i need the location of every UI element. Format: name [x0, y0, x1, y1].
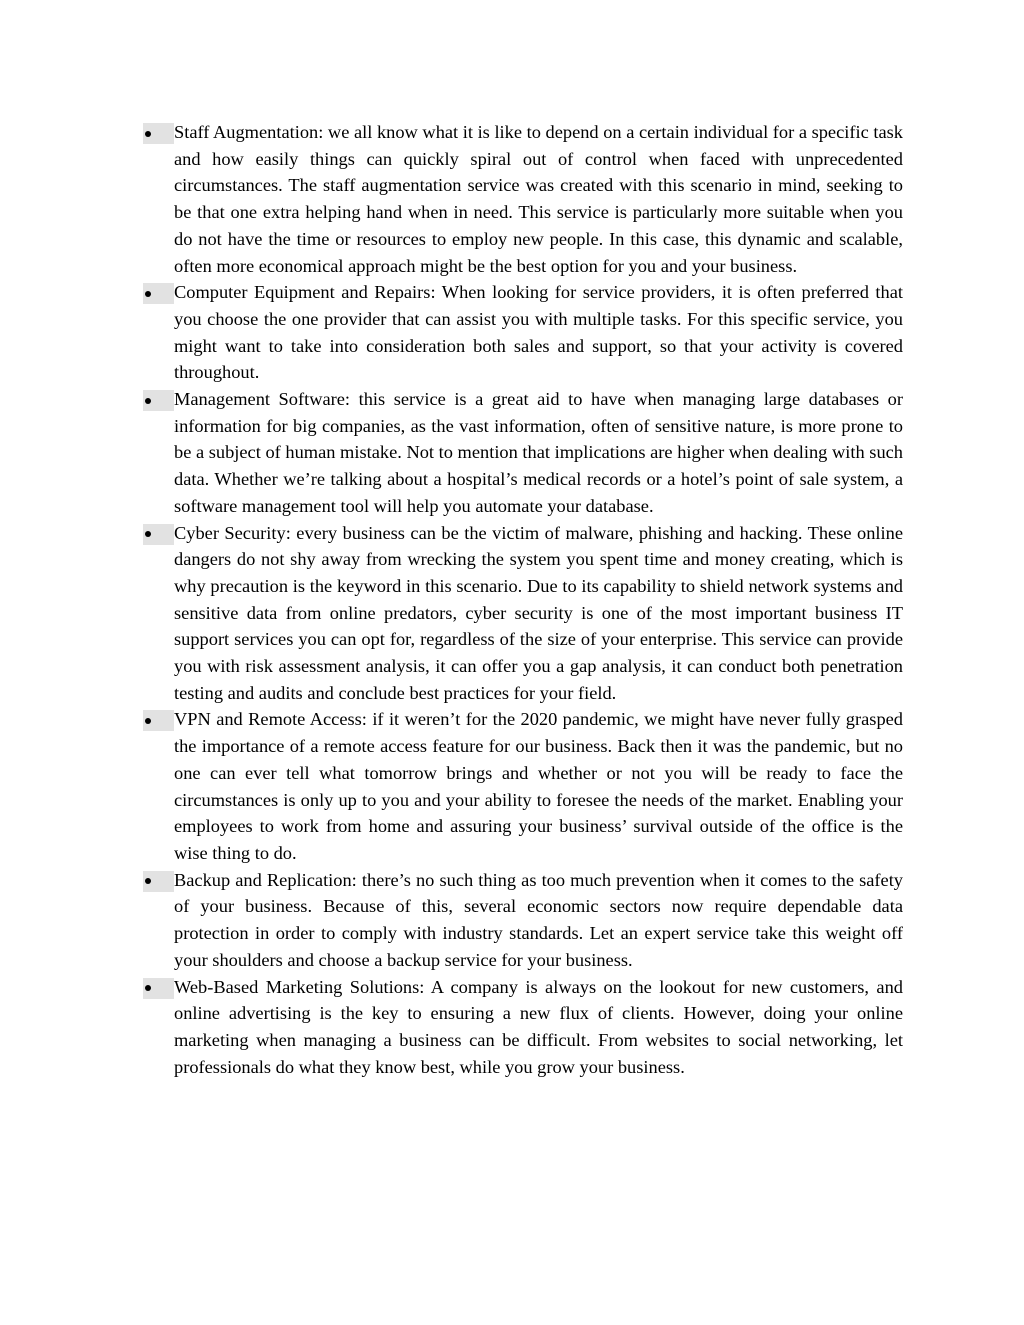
list-item-text: VPN and Remote Access: if it weren’t for the 2020 pandemic, we might have never fully grasped the importance of a remote access feature for our business. Back then it was the pandemic, but no one can ever tell what tomorrow brings and whether or not you will be ready to face the circumstances is only up to you and your ability to foresee the needs of the market. Enabling your employees to work from home and assuring your business’ survival outside of the office is the wise thing to do.	[174, 709, 903, 863]
list-item-management-software	[143, 386, 903, 520]
bullet-icon	[143, 390, 174, 411]
bullet-icon	[143, 283, 174, 304]
list-item-text: Management Software: this service is a great aid to have when managing large databases or information for big companies, as the vast information, often of sensitive nature, is more prone to be a subject of human mistake. Not to mention that implications are higher when dealing with such data. Whether we’re talking about a hospital’s medical records or a hotel’s point of sale system, a software management tool will help you automate your database.	[174, 389, 903, 516]
bullet-icon	[143, 524, 174, 545]
bullet-icon	[143, 978, 174, 999]
list-item-web-marketing	[143, 974, 903, 1081]
list-item-text: Web-Based Marketing Solutions: A company is always on the lookout for new customers, and online advertising is the key to ensuring a new flux of clients. However, doing your online marketing when managing a business can be difficult. From websites to social networking, let professionals do what they know best, while you grow your business.	[174, 976, 903, 1077]
services-bullet-list	[143, 119, 903, 1080]
bullet-icon	[143, 871, 174, 892]
bullet-icon	[143, 123, 174, 144]
list-item-computer-equipment	[143, 279, 903, 386]
list-item-text: Cyber Security: every business can be the victim of malware, phishing and hacking. These online dangers do not shy away from wrecking the system you spent time and money creating, which is why precaution is the keyword in this scenario. Due to its capability to shield network systems and sensitive data from online predators, cyber security is one of the most important business IT support services you can opt for, regardless of the size of your enterprise. This service can provide you with risk assessment analysis, it can offer you a gap analysis, it can conduct both penetration testing and audits and conclude best practices for your field.	[174, 522, 903, 703]
list-item-vpn-remote-access	[143, 706, 903, 866]
bullet-icon	[143, 710, 174, 731]
list-item-cyber-security	[143, 520, 903, 707]
list-item-text: Backup and Replication: there’s no such thing as too much prevention when it comes to the safety of your business. Because of this, several economic sectors now require dependable data protection in order to comply with industry standards. Let an expert service take this weight off your shoulders and choose a backup service for your business.	[174, 869, 903, 970]
list-item-text: Computer Equipment and Repairs: When looking for service providers, it is often preferred that you choose the one provider that can assist you with multiple tasks. For this specific service, you might want to take into consideration both sales and support, so that your activity is covered throughout.	[174, 282, 903, 383]
list-item-staff-augmentation	[143, 119, 903, 279]
list-item-backup-replication	[143, 867, 903, 974]
list-item-text: Staff Augmentation: we all know what it is like to depend on a certain individual for a specific task and how easily things can quickly spiral out of control when faced with unprecedented circumstances. The staff augmentation service was created with this scenario in mind, seeking to be that one extra helping hand when in need. This service is particularly more suitable when you do not have the time or resources to employ new people. In this case, this dynamic and scalable, often more economical approach might be the best option for you and your business.	[174, 122, 903, 276]
